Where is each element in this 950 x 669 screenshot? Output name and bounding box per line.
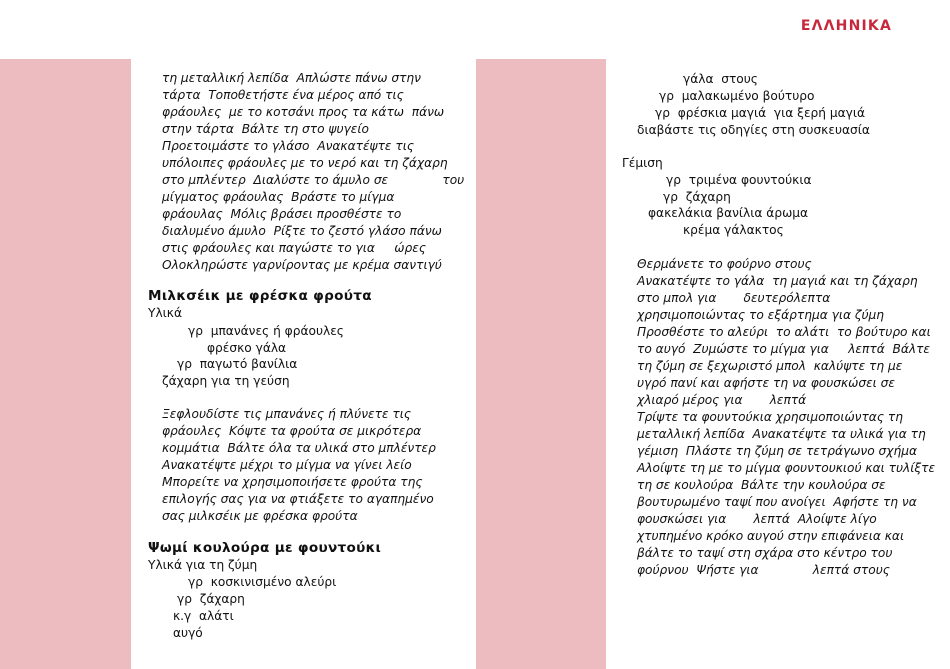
intro-line: Ολοκληρώστε γαρνίροντας με κρέμα σαντιγύ	[162, 258, 442, 272]
intro-line: τάρτα Τοποθετήστε ένα μέρος από τις	[162, 88, 404, 102]
bread-step: στο μπολ για δευτερόλεπτα	[637, 291, 831, 305]
bread-step: μεταλλική λεπίδα Ανακατέψτε τα υλικά για τη	[637, 427, 926, 441]
milkshake-step: επιλογής σας για να φτιάξετε το αγαπημένο	[162, 492, 434, 506]
intro-line: μίγματος φράουλας Βράστε το μίγμα	[162, 190, 395, 204]
bread-step: χτυπημένο κρόκο αυγού στην επιφάνεια και	[637, 529, 905, 543]
ingredient-item: ζάχαρη για τη γεύση	[162, 374, 290, 388]
intro-line: Προετοιμάστε το γλάσο Ανακατέψτε τις	[162, 139, 415, 153]
intro-line: διαλυμένο άμυλο Ρίξτε το ζεστό γλάσο πάνω	[162, 224, 442, 238]
milkshake-title: Μιλκσέικ με φρέσκα φρούτα	[148, 288, 372, 304]
dough-ingredients-label: Υλικά για τη ζύμη	[148, 558, 258, 572]
ingredient-item: γρ φρέσκια μαγιά για ξερή μαγιά	[655, 106, 866, 120]
center-margin-band	[476, 59, 606, 669]
bread-step: φούρνου Ψήστε για λεπτά στους	[637, 563, 890, 577]
ingredient-item: γρ μπανάνες ή φράουλες	[188, 324, 344, 338]
milkshake-step: Μπορείτε να χρησιμοποιήσετε φρούτα της	[162, 475, 423, 489]
intro-line: φράουλας Μόλις βράσει προσθέστε το	[162, 207, 402, 221]
filling-item: κρέμα γάλακτος	[683, 223, 784, 237]
bread-step: υγρό πανί και αφήστε τη να φουσκώσει σε	[637, 376, 895, 390]
filling-item: γρ τριμένα φουντούκια	[666, 173, 812, 187]
bread-step: φουσκώσει για λεπτά Αλοίψτε λίγο	[637, 512, 877, 526]
ingredient-item: γρ παγωτό βανίλια	[177, 357, 298, 371]
ingredient-item: κ.γ αλάτι	[173, 609, 234, 623]
ingredient-item: γρ ζάχαρη	[177, 592, 245, 606]
bread-step: Τρίψτε τα φουντούκια χρησιμοποιώντας τη	[637, 410, 903, 424]
milkshake-step: φράουλες Κόψτε τα φρούτα σε μικρότερα	[162, 424, 422, 438]
ingredient-item: γρ κοσκινισμένο αλεύρι	[188, 575, 337, 589]
bread-step: γέμιση Πλάστε τη ζύμη σε τετράγωνο σχήμα	[637, 444, 918, 458]
milkshake-step: κομμάτια Βάλτε όλα τα υλικά στο μπλέντερ	[162, 441, 436, 455]
bread-step: τη ζύμη σε ξεχωριστό μπολ καλύψτε τη με	[637, 359, 903, 373]
milkshake-step: σας μιλκσέικ με φρέσκα φρούτα	[162, 509, 358, 523]
bread-step: χρησιμοποιώντας το εξάρτημα για ζύμη	[637, 308, 885, 322]
intro-line: υπόλοιπες φράουλες με το νερό και τη ζάχαρη	[162, 156, 448, 170]
bread-step: βάλτε το ταψί στη σχάρα στο κέντρο του	[637, 546, 893, 560]
filling-item: γρ ζάχαρη	[663, 190, 731, 204]
language-label: ΕΛΛΗΝΙΚΑ	[800, 18, 892, 34]
bread-step: Ανακατέψτε το γάλα τη μαγιά και τη ζάχαρη	[637, 274, 918, 288]
intro-line: τη μεταλλική λεπίδα Απλώστε πάνω στην	[162, 71, 421, 85]
intro-line: στην τάρτα Βάλτε τη στο ψυγείο	[162, 122, 369, 136]
bread-step: Αλοίψτε τη με το μίγμα φουντουκιού και τυλίξτε	[637, 461, 936, 475]
ingredient-item: αυγό	[173, 626, 203, 640]
bread-step: Θερμάνετε το φούρνο στους	[637, 257, 812, 271]
left-margin-band	[0, 59, 131, 669]
milkshake-ingredients-label: Υλικά	[148, 306, 182, 320]
milkshake-step: Ανακατέψτε μέχρι το μίγμα να γίνει λείο	[162, 458, 412, 472]
bread-step: τη σε κουλούρα Βάλτε την κουλούρα σε	[637, 478, 886, 492]
filling-item: φακελάκια βανίλια άρωμα	[648, 206, 809, 220]
ingredient-item: γρ μαλακωμένο βούτυρο	[659, 89, 815, 103]
intro-line: στο μπλέντερ Διαλύστε το άμυλο σε του	[162, 173, 465, 187]
ingredient-item: φρέσκο γάλα	[207, 341, 287, 355]
bread-step: χλιαρό μέρος για λεπτά	[637, 393, 807, 407]
milkshake-step: Ξεφλουδίστε τις μπανάνες ή πλύνετε τις	[162, 407, 412, 421]
bread-step: Προσθέστε το αλεύρι το αλάτι το βούτυρο και	[637, 325, 931, 339]
bread-title: Ψωμί κουλούρα με φουντούκι	[148, 540, 382, 556]
ingredient-item: γάλα στους	[683, 72, 758, 86]
bread-step: το αυγό Ζυμώστε το μίγμα για λεπτά Βάλτε	[637, 342, 931, 356]
intro-line: στις φράουλες και παγώστε το για ώρες	[162, 241, 426, 255]
bread-step: βουτυρωμένο ταψί που ανοίγει Αφήστε τη να	[637, 495, 917, 509]
ingredient-item: διαβάστε τις οδηγίες στη συσκευασία	[637, 123, 870, 137]
intro-line: φράουλες με το κοτσάνι προς τα κάτω πάνω	[162, 105, 445, 119]
filling-label: Γέμιση	[622, 156, 663, 170]
